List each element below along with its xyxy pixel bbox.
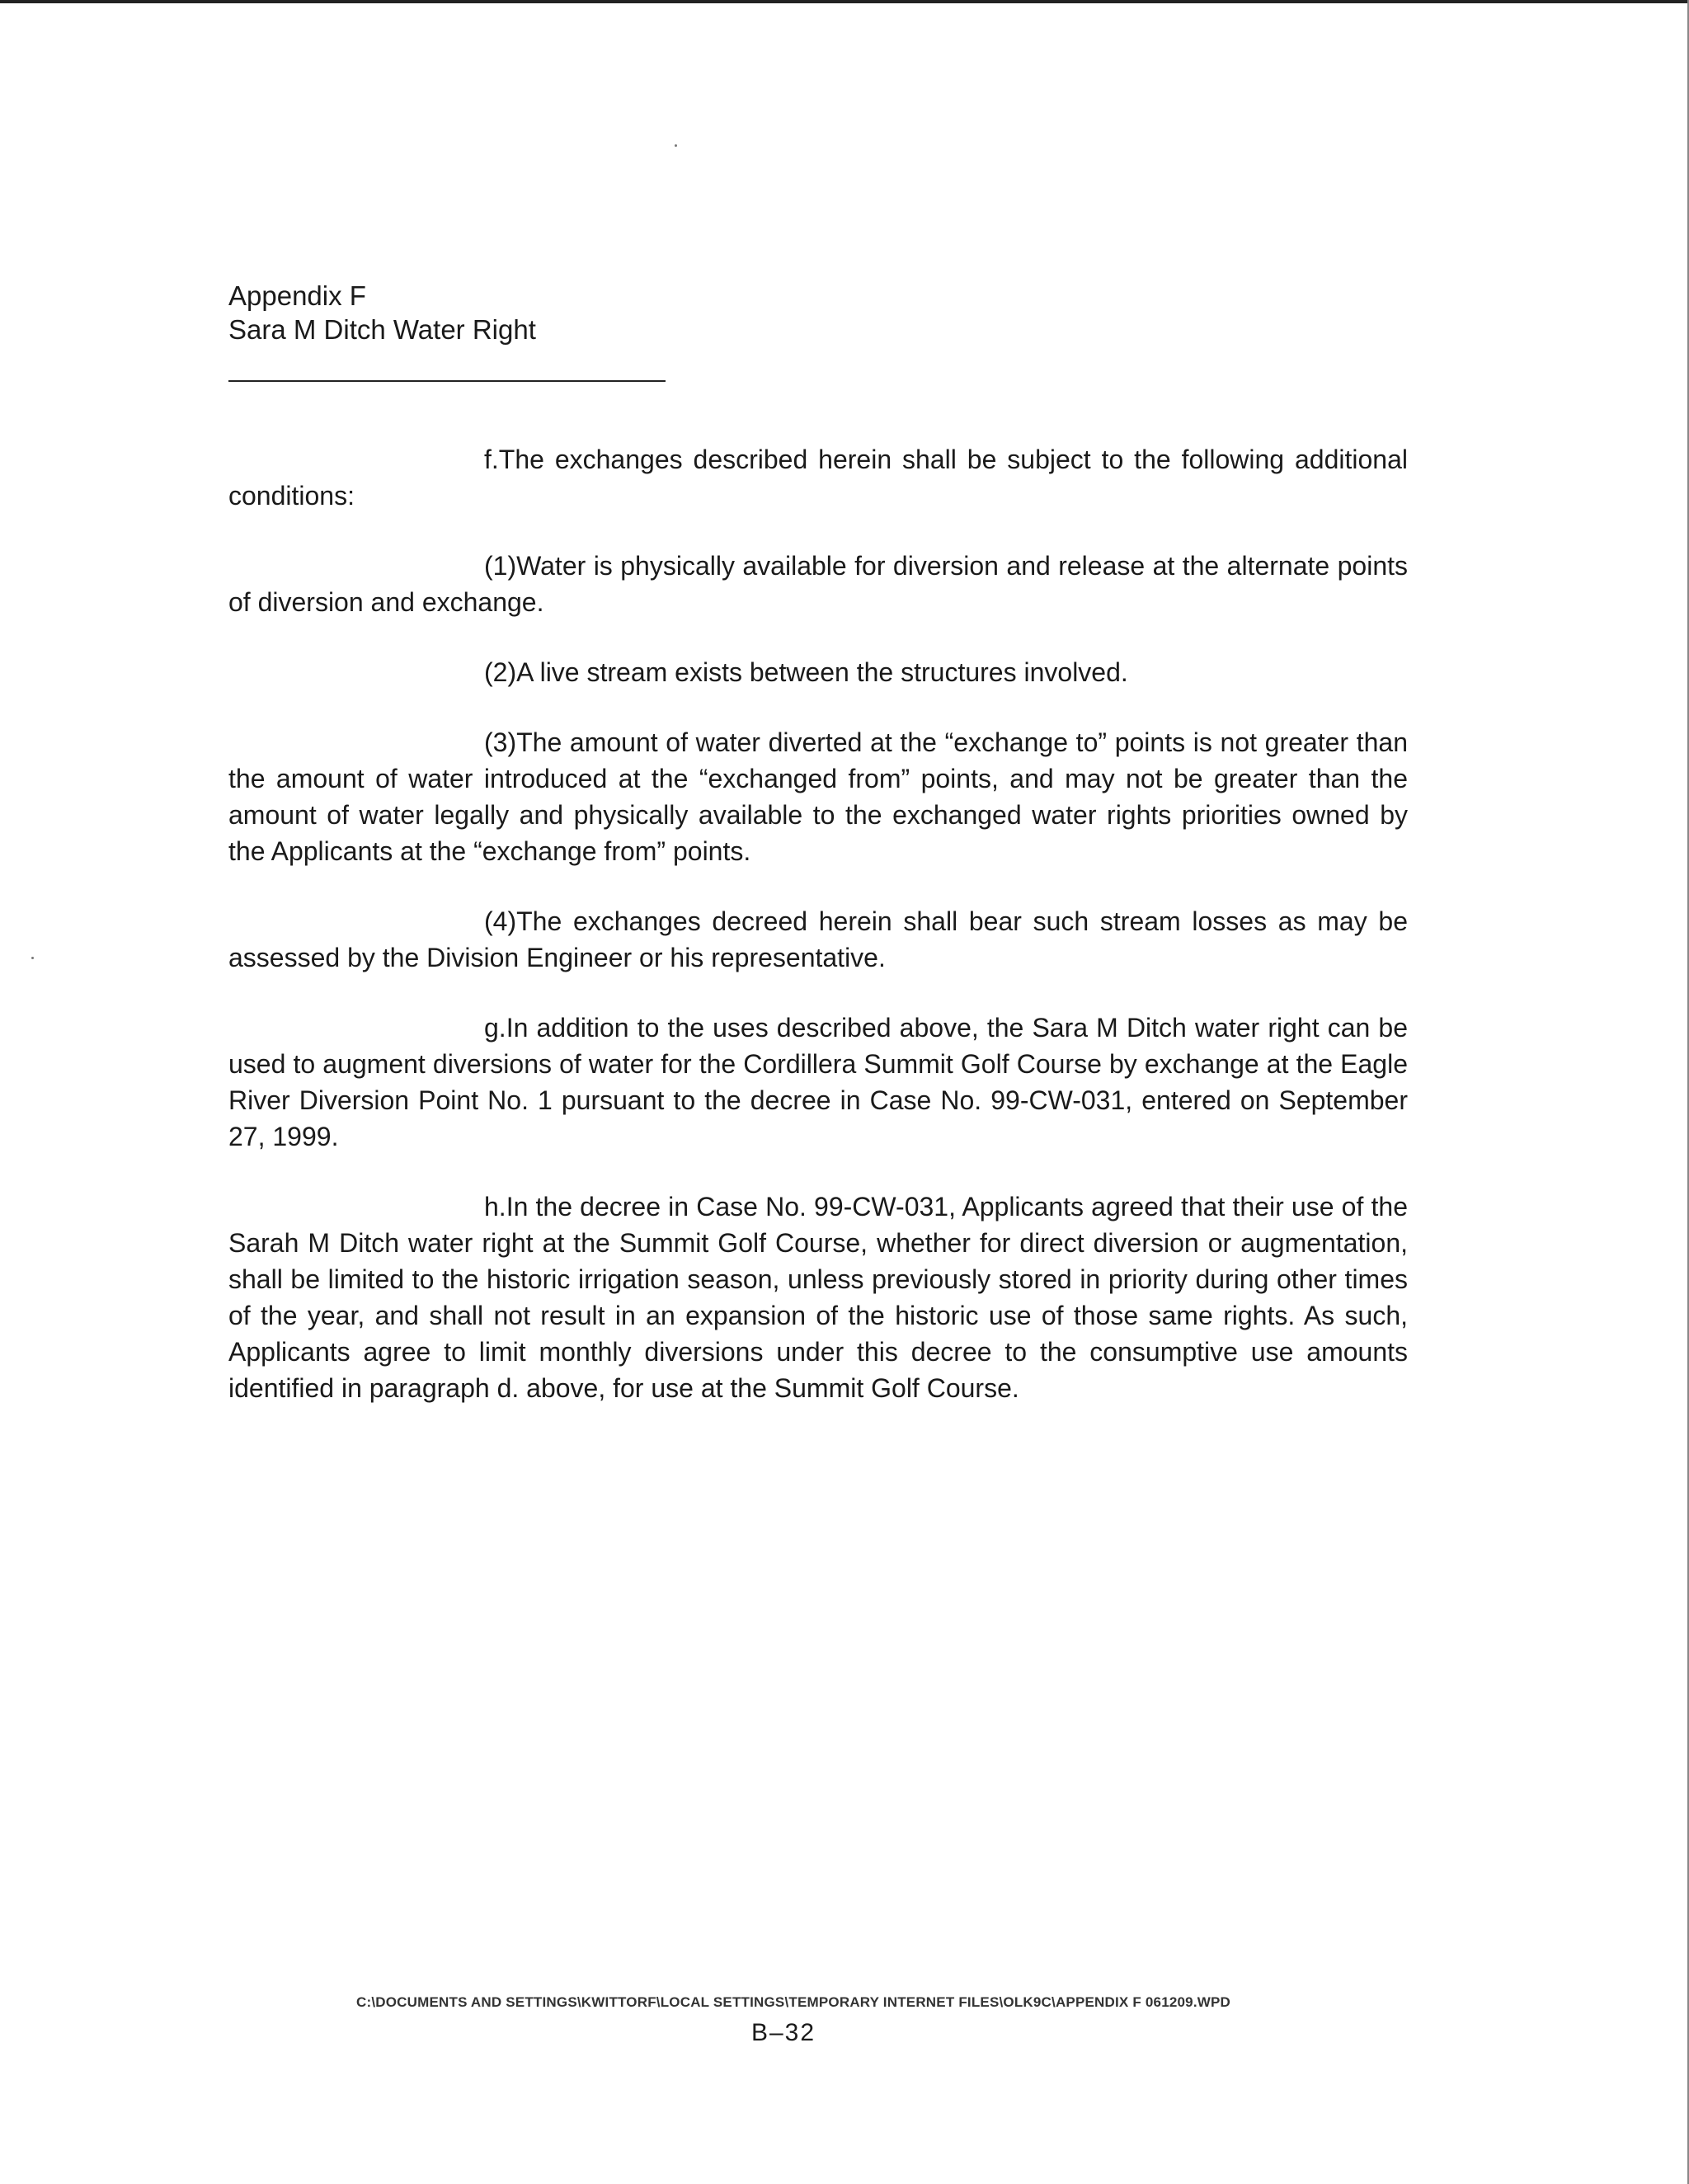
document-body: [228, 441, 1408, 1440]
paragraph-text: The amount of water diverted at the “exchange to” points is not greater than the amount of water introduced at the “exchanged from” points, and may not be greater than the amount of water legally and physically available to the exchanged water rights priorities owned by the Applicants at the “exchange from” points.: [228, 727, 1408, 866]
scan-speck: [675, 144, 677, 147]
paragraph-text: In the decree in Case No. 99-CW-031, Applicants agreed that their use of the Sarah M Ditch water right at the Summit Golf Course, whether for direct diversion or augmentation, shall be limited to the historic irrigation season, unless previously stored in priority during other times of the year, and shall not result in an expansion of the historic use of those same rights. As such, Applicants agree to limit monthly diversions under this decree to the consumptive use amounts identified in paragraph d. above, for use at the Summit Golf Course.: [228, 1192, 1408, 1403]
scan-speck: [31, 957, 34, 959]
paragraph-marker: g.: [484, 1013, 506, 1043]
header-divider: [228, 380, 666, 382]
paragraph-marker: f.: [484, 445, 499, 474]
paragraph-text: In addition to the uses described above, the Sara M Ditch water right can be used to augment diversions of water for the Cordillera Summit Golf Course by exchange at the Eagle River Diversion Point No. 1 pursuant to the decree in Case No. 99-CW-031, entered on September 27, 1999.: [228, 1013, 1408, 1151]
paragraph-g: [228, 1010, 1408, 1155]
paragraph-condition-1: [228, 548, 1408, 620]
paragraph-condition-3: [228, 724, 1408, 869]
page-number: B–32: [750, 2019, 816, 2046]
paragraph-condition-2: [228, 654, 1408, 690]
document-header: [228, 279, 536, 346]
paragraph-text: A live stream exists between the structures involved.: [516, 657, 1128, 687]
paragraph-marker: h.: [484, 1192, 506, 1221]
paragraph-text: The exchanges decreed herein shall bear such stream losses as may be assessed by the Division Engineer or his representative.: [228, 906, 1408, 972]
paragraph-text: The exchanges described herein shall be subject to the following additional conditions:: [228, 445, 1408, 511]
paragraph-f: [228, 441, 1408, 514]
paragraph-marker: (2): [484, 657, 517, 687]
paragraph-condition-4: [228, 903, 1408, 976]
appendix-label: Appendix F: [228, 280, 366, 311]
appendix-title: Sara M Ditch Water Right: [228, 314, 536, 345]
paragraph-h: [228, 1188, 1408, 1406]
scan-top-edge: [0, 0, 1689, 3]
paragraph-text: Water is physically available for diversion and release at the alternate points of diversion and exchange.: [228, 551, 1408, 617]
paragraph-marker: (1): [484, 551, 517, 581]
paragraph-marker: (3): [484, 727, 517, 757]
paragraph-marker: (4): [484, 906, 517, 936]
footer-file-path: C:\DOCUMENTS AND SETTINGS\KWITTORF\LOCAL SETTINGS\TEMPORARY INTERNET FILES\OLK9C\APPENDIX F 061209.WPD: [356, 1994, 1231, 2010]
